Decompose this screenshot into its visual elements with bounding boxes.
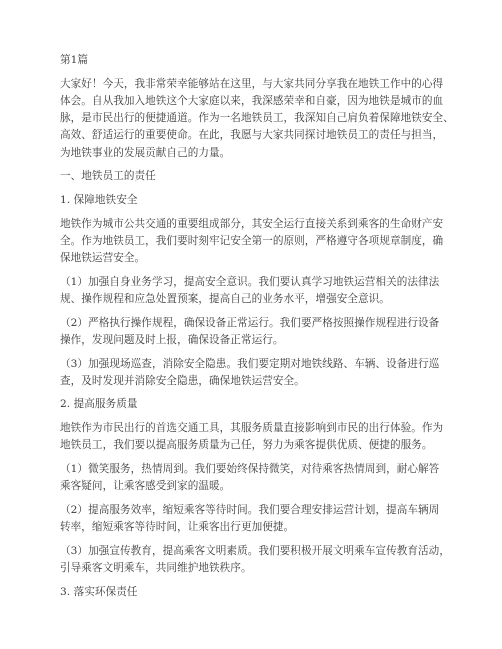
list-item: [60, 502, 440, 536]
intro-paragraph: [60, 76, 454, 162]
text-line: （3）加强现场巡查，消除安全隐患。我们要定期对地铁线路、车辆、设备进行巡: [60, 357, 440, 370]
text-line: 脉，是市民出行的便捷通道。作为一名地铁员工，我深知自己肩负着保障地铁安全、: [60, 112, 454, 125]
text-line: 保地铁运营安全。: [60, 252, 146, 265]
text-line: （1）微笑服务，热情周到。我们要始终保持微笑，对待乘客热情周到，耐心解答: [60, 463, 440, 476]
text-line: 转率，缩短乘客等待时间，让乘客出行更加便捷。: [60, 521, 295, 534]
text-line: 地铁员工，我们要以提高服务质量为己任，努力为乘客提供优质、便捷的服务。: [60, 439, 433, 452]
subsection-heading: 1. 保障地铁安全: [60, 193, 138, 206]
text-line: 地铁作为市民出行的首选交通工具，其服务质量直接影响到市民的出行体验。作为: [60, 422, 444, 435]
text-line: 体会。自从我加入地铁这个大家庭以来，我深感荣幸和自豪，因为地铁是城市的血: [60, 94, 444, 107]
text-line: （2）严格执行操作规程，确保设备正常运行。我们要严格按照操作规程进行设备: [60, 316, 440, 329]
text-line: 全。作为地铁员工，我们要时刻牢记安全第一的原则，严格遵守各项规章制度，确: [60, 234, 444, 247]
list-item: [60, 461, 440, 495]
text-line: 乘客疑问，让乘客感受到家的温暖。: [60, 480, 231, 493]
text-line: 操作，发现问题及时上报，确保设备正常运行。: [60, 333, 284, 346]
text-line: （2）提高服务效率，缩短乘客等待时间。我们要合理安排运营计划，提高车辆周: [60, 503, 440, 516]
text-line: 为地铁事业的发展贡献自己的力量。: [60, 146, 231, 159]
text-line: 大家好！今天，我非常荣幸能够站在这里，与大家共同分享我在地铁工作中的心得: [60, 77, 444, 90]
text-line: 规、操作规程和应急处置预案，提高自己的业务水平，增强安全意识。: [60, 292, 390, 305]
text-line: 引导乘客文明乘车，共同维护地铁秩序。: [60, 562, 252, 575]
body-paragraph: [60, 420, 444, 454]
list-item: [60, 274, 440, 308]
text-line: 地铁作为城市公共交通的重要组成部分，其安全运行直接关系到乘客的生命财产安: [60, 217, 444, 230]
section-label: 第1篇: [60, 54, 89, 66]
section-heading: 一、地铁员工的责任: [60, 170, 156, 183]
list-item: [60, 356, 440, 390]
document-page: [60, 52, 454, 601]
list-item: [60, 315, 440, 349]
body-paragraph: [60, 216, 444, 268]
list-item: [60, 543, 450, 577]
subsection-heading: 3. 落实环保责任: [60, 585, 138, 598]
text-line: 高效、舒适运行的重要使命。在此，我愿与大家共同探讨地铁员工的责任与担当，: [60, 129, 444, 142]
text-line: （1）加强自身业务学习，提高安全意识。我们要认真学习地铁运营相关的法律法: [60, 275, 440, 288]
text-line: （3）加强宣传教育，提高乘客文明素质。我们要积极开展文明乘车宣传教育活动，: [60, 544, 450, 557]
subsection-heading: 2. 提高服务质量: [60, 398, 138, 411]
text-line: 查，及时发现并消除安全隐患，确保地铁运营安全。: [60, 374, 305, 387]
